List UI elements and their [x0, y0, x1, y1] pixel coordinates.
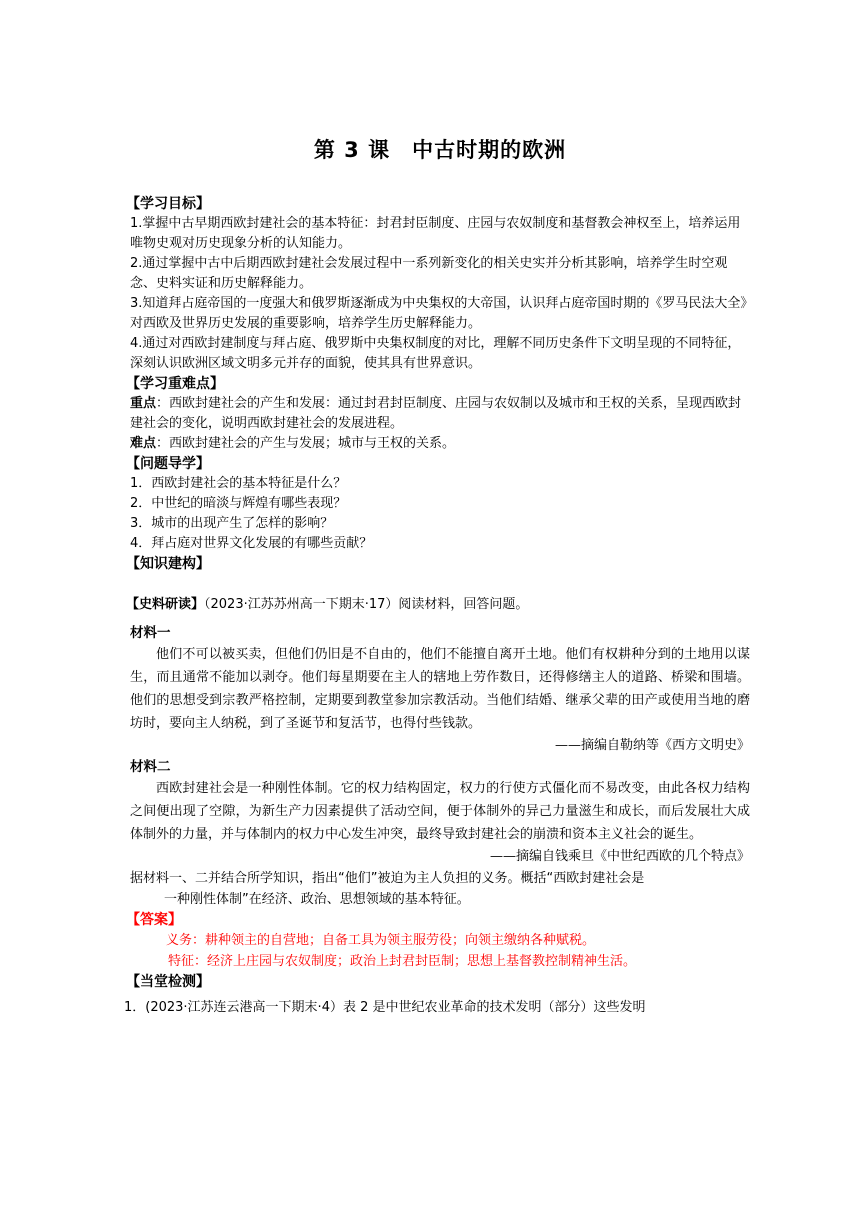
guide-question: 4．拜占庭对世界文化发展的有哪些贡献？ [130, 536, 373, 551]
difficulty-paragraph [130, 434, 750, 454]
answer-line-1: 义务：耕种领主的自营地；自备工具为领主服劳役；向领主缴纳各种赋税。 [166, 933, 596, 948]
check-header: 【当堂检测】 [126, 974, 210, 990]
material-1-source: ——摘编自勒纳等《西方文明史》 [554, 738, 750, 753]
focus-text: ：西欧封建社会的产生和发展：通过封君封臣制度、庄园与农奴制以及城市和王权的关系，呈现西欧封建社会的变化，说明西欧封建社会的发展进程。 [130, 396, 742, 431]
knowledge-header: 【知识建构】 [126, 556, 210, 572]
material-1-title: 材料一 [130, 625, 171, 641]
answer-header: 【答案】 [126, 912, 182, 928]
objective-item: 1.掌握中古早期西欧封建社会的基本特征：封君封臣制度、庄园与农奴制度和基督教会神权至上，培养运用唯物史观对历史现象分析的认知能力。 [130, 216, 741, 251]
guide-question: 3．城市的出现产生了怎样的影响？ [130, 516, 334, 531]
key-points-section [126, 374, 750, 454]
difficulty-text: ：西欧封建社会的产生与发展；城市与王权的关系。 [156, 436, 456, 451]
reading-section [126, 595, 750, 910]
objectives-section [126, 194, 750, 374]
task-line-1: 据材料一、二并结合所学知识，指出“他们”被迫为主人负担的义务。概括“西欧封建社会是 [130, 871, 645, 886]
material-2-text: 西欧封建社会是一种刚性体制。它的权力结构固定，权力的行使方式僵化而不易改变，由此各权力结构之间便出现了空隙，为新生产力因素提供了活动空间，便于体制外的异己力量滋生和成长，而后发展壮大成体制外的力量，并与体制内的权力中心发生冲突，最终导致封建社会的崩溃和资本主义社会的诞生。 [130, 781, 750, 842]
difficulty-label: 难点 [130, 436, 157, 451]
material-2-title: 材料二 [130, 759, 171, 775]
page-title: 第 3 课 中古时期的欧洲 [313, 138, 567, 162]
check-question-1: 1．(2023·江苏连云港高一下期末·4）表 2 是中世纪农业革命的技术发明（部分）这些发明 [124, 1000, 646, 1015]
spacer [130, 574, 750, 595]
check-section [124, 972, 750, 1018]
reading-heading [126, 595, 750, 615]
task-line-2: 一种刚性体制”在经济、政治、思想领域的基本特征。 [164, 892, 470, 907]
focus-label: 重点 [130, 396, 157, 411]
reading-header: 【史料研读】 [126, 597, 205, 612]
reading-intro: （2023·江苏苏州高一下期末·17）阅读材料，回答问题。 [204, 597, 529, 612]
answer-line-2: 特征：经济上庄园与农奴制度；政治上封君封臣制；思想上基督教控制精神生活。 [168, 954, 637, 969]
guide-question: 2．中世纪的暗淡与辉煌有哪些表现？ [130, 496, 347, 511]
objective-item: 4.通过对西欧封建制度与拜占庭、俄罗斯中央集权制度的对比，理解不同历史条件下文明呈现的不同特征，深刻认识欧洲区域文明多元并存的面貌，使其具有世界意识。 [130, 336, 741, 371]
material-1-text: 他们不可以被买卖，但他们仍旧是不自由的，他们不能擅自离开土地。他们有权耕种分到的土地用以谋生，而且通常不能加以剥夺。他们每星期要在主人的辖地上劳作数日，还得修缮主人的道路、桥梁和围墙。他们的思想受到宗教严格控制，定期要到教堂参加宗教活动。当他们结婚、继承父辈的田产或使用当地的磨坊时，要向主人纳税，到了圣诞节和复活节，也得付些钱款。 [130, 647, 750, 731]
focus-paragraph [130, 394, 750, 434]
guide-section [126, 454, 750, 554]
objectives-header: 【学习目标】 [126, 196, 210, 212]
material-2-source: ——摘编自钱乘旦《中世纪西欧的几个特点》 [489, 849, 750, 864]
key-points-header: 【学习重难点】 [126, 376, 224, 392]
guide-question: 1．西欧封建社会的基本特征是什么？ [130, 476, 347, 491]
objective-item: 2.通过掌握中古中后期西欧封建社会发展过程中一系列新变化的相关史实并分析其影响，培养学生时空观念、史料实证和历史解释能力。 [130, 256, 728, 291]
guide-header: 【问题导学】 [126, 456, 210, 472]
objective-item: 3.知道拜占庭帝国的一度强大和俄罗斯逐渐成为中央集权的大帝国，认识拜占庭帝国时期的《罗马民法大全》对西欧及世界历史发展的重要影响，培养学生历史解释能力。 [130, 296, 747, 331]
answer-section [126, 910, 750, 972]
